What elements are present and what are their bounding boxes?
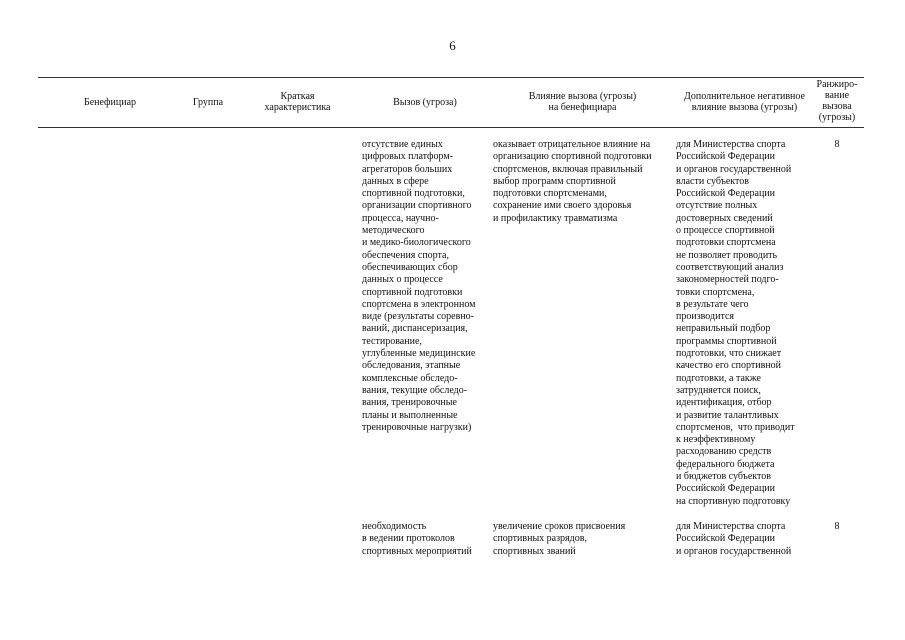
header-additional-impact: Дополнительное негативное влияние вызова (угрозы) (684, 91, 805, 113)
header-ranking: Ранжиро- вание вызова (угрозы) (816, 79, 858, 123)
table-header-rule (38, 127, 864, 128)
page-number: 6 (449, 38, 456, 53)
row-1-ranking: 8 (834, 139, 840, 150)
row-2-challenge: необходимость в ведении протоколов спортивных мероприятий (362, 521, 472, 557)
table-top-rule (38, 77, 864, 78)
row-1-additional-impact: для Министерства спорта Российской Федерации и органов государственной власти субъектов Российской Федерации отсутствие полных достоверных сведений о процессе спортивной подготовки спортсмена не позволяет проводить соответствующий анализ закономерностей подго- товки спортсмена, в результате чего производится неправильный подбор программы спортивной подготовки, что снижает качество его спортивной подготовки, а также затрудняется поиск, идентификация, отбор и развитие талантливых спортсменов, что приводит к неэффективному расходованию средств федерального бюджета и бюджетов субъектов Российской Федерации на спортивную подготовку (676, 139, 795, 507)
header-beneficiary: Бенефициар (83, 97, 137, 108)
row-2-impact: увеличение сроков присвоения спортивных разрядов, спортивных званий (493, 521, 626, 557)
row-1-impact: оказывает отрицательное влияние на организацию спортивной подготовки спортсменов, включая правильный выбор программ спортивной подготовки спортсменами, сохранение ими своего здоровья и профилактику травматизма (493, 139, 652, 224)
header-short-characteristic: Краткая характеристика (264, 91, 331, 113)
header-challenge: Вызов (угроза) (393, 97, 457, 108)
header-impact: Влияние вызова (угрозы) на бенефициара (528, 91, 637, 113)
row-2-additional-impact: для Министерства спорта Российской Федерации и органов государственной (676, 521, 792, 557)
row-2-ranking: 8 (834, 521, 840, 532)
header-group: Группа (192, 97, 224, 108)
row-1-challenge: отсутствие единых цифровых платформ- агрегаторов больших данных в сфере спортивной подготовки, организации спортивного процесса, научно- методического и медико-биологического обеспечения спорта, обеспечивающих сбор данных о процессе спортивной подготовки спортсмена в электронном виде (результаты соревно- ваний, диспансеризация, тестирование, углубленные медицинские обследования, этапные комплексные обследо- вания, текущие обследо- вания, тренировочные планы и выполненные тренировочные нагрузки) (362, 139, 476, 433)
